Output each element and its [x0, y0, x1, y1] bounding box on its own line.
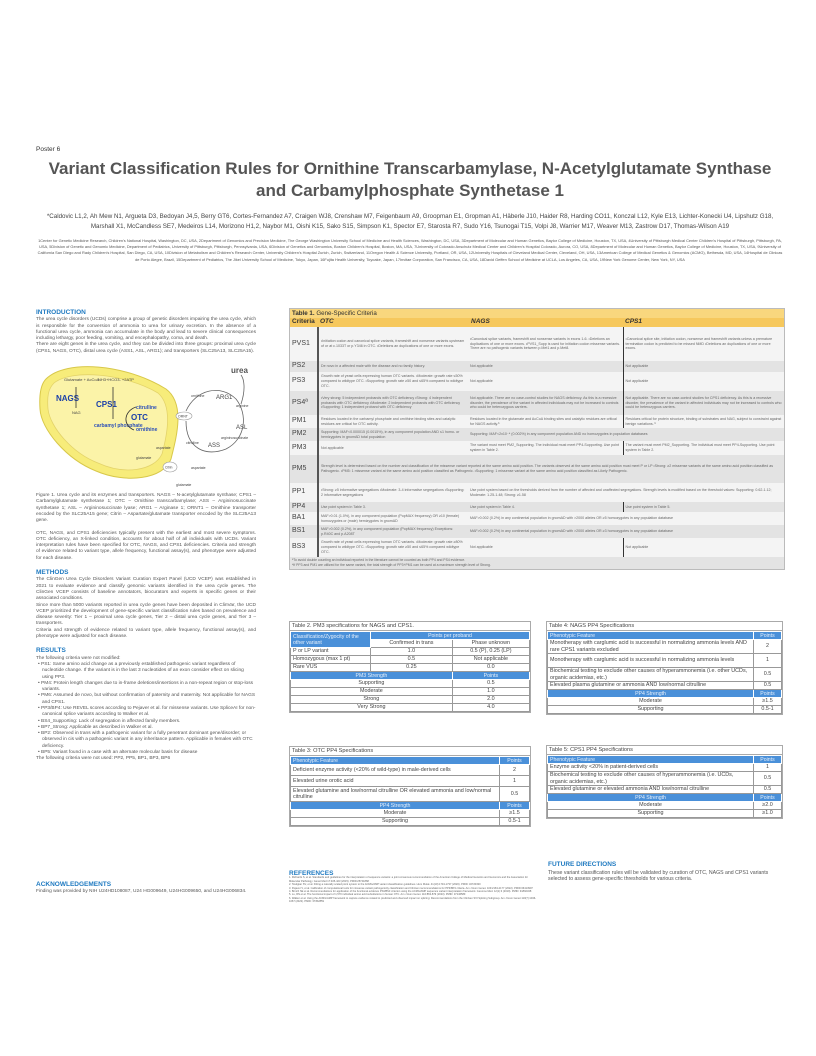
table-row: PM2 Supporting: MAF<0.000015 (0.0015%), in any component population AND ≤1 homo- or hemizygotes in gnomAD total population Supporting: MAF<2x10⁻⁴ (0.002%) in any component population AND no homozygotes in population databases	[290, 428, 784, 441]
methods-paragraph-3: Criteria and strength of evidence related to variant type, allele frequency, functional assay(s), and phenotype were adjusted for each disease.	[36, 627, 256, 640]
table-row: Monotherapy with carglumic acid is successful in normalizing ammonia levels 1	[548, 654, 782, 668]
col-pp4-strength: PP4 Strength	[548, 794, 754, 802]
col-confirmed-trans: Confirmed in trans	[371, 640, 453, 648]
table-3-title: Table 3: OTC PP4 Specifications	[290, 747, 530, 756]
table-row: PM1 Residues located in the carbamyl phosphate and ornithine binding sites and catalytic residues are critical for OTC activity. Residues located in the glutamate and AcCoA binding sites and catalytic residues are critical for NAGS activity.ᵇ Residues critical for protein structure, binding of substrates and NAG, subject to constraint against benign variations. ᵇ	[290, 415, 784, 428]
table-row: Strong 2.0	[291, 696, 530, 704]
table-1	[289, 308, 785, 570]
table-row: PP4 Use point system in Table 3. Use point system in Table 4. Use point system in Table 5.	[290, 502, 784, 512]
table-row: PP1 •Strong: ≥5 informative segregations •Moderate: 3-4 informative segregations •Supporting: 2 informative segregations Use point system based on the thresholds derived from the number of affected and unaffected segregations. Strength levels is modified based on the threshold values: Supporting: 0.62-1.12; Moderate: 1.25-1.48; Strong: ≥1.58	[290, 483, 784, 502]
label-otc: OTC	[131, 413, 148, 423]
results-item: • PS1: Same amino acid change as a previously established pathogenic variant regardless of nucleotide change. If the variant is in the last 3 nucleotides of an exon consider effect on slicing using PP3.	[38, 661, 244, 680]
col-phenotypic-feature: Phenotypic Feature	[548, 756, 754, 764]
results-heading: RESULTS	[36, 647, 66, 655]
reference-item: 6. Walker et al. Using the ACMG/AMP framework to capture evidence related to predicted and observed impact on splicing: Recommendations from the ClinGen SVI Splicing Subgroup. Am J Hum Genet 110(7):1046-1067 (2023). PMID: 37352859	[289, 896, 537, 904]
table-3	[289, 746, 531, 827]
table-5-title: Table 5: CPS1 PP4 Specifications	[547, 746, 782, 755]
reference-item: 4. Brnich SE et al. Recommendations for application of the functional evidence PS3/BS3 criterion using the ACMG/AMP sequence variant interpretation framework. Genome Med. 12(1):3 (2019). PMID: 31892348	[289, 890, 532, 894]
table-row: BA1 MAF>0.01 (1.0%), in any component population (PopMAX frequency) OR ≥10 (female) homozygotes or (male) hemizygotes in gnomAD MAF>0.002 (0.2%) in any continental population in gnomAD with >2000 alleles OR ≥5 homozygotes in any population database	[290, 512, 784, 525]
results-item: • BP2: Observed in trans with a pathogenic variant for a fully penetrant dominant gene/disorder; or observed in cis with a pathogenic variant in any inheritance pattern. Applicable in females with OTC deficiency.	[38, 731, 253, 749]
methods-paragraph-2: Since more than 5000 variants reported in urea cycle genes have been deposited in ClinVar, the UCD VCEP prioritized the development of gene-specific variant classification rules based on prevalence and disease severity: Tier 1 – proximal urea cycle genes, Tier 2 – distal urea cycle genes, and Tier 3 –transporters.	[36, 602, 256, 627]
table-row: P or LP variant 1.0 0.5 (P), 0.25 (LP)	[291, 648, 530, 656]
table-footnotes: ªTo avoid double counting an individual reported in the literature cannot be counted as both PP4 and PS4 evidence. ᵇIf PP3 and PM1 are utilized for the same variant, the total strength of PP3+PM1 can be used at a maximum strength level of Strong.	[290, 557, 784, 569]
intro-heading: INTRODUCTION	[36, 309, 86, 316]
label-aspartate-inner: aspartate	[156, 446, 171, 451]
references-heading: REFERENCES	[289, 870, 334, 877]
table-row: Enzyme activity <20% in patient-derived cells 1	[548, 764, 782, 772]
label-glutamate-accoa: Glutamate + AcCoA	[64, 377, 100, 383]
col-points: Points	[754, 690, 782, 698]
table-2	[289, 621, 531, 713]
label-cps1: CPS1	[96, 400, 117, 410]
table-row: Homozygous (max 1 pt) 0.5 Not applicable	[291, 656, 530, 664]
table-row: PVS1 •Initiation codon and canonical splice variants, frameshift and nonsense variants upstream of or at c.1033T or p.Y346 in OTC. •Deletions an duplications of one or more exons. •Canonical splice variants, frameshift and nonsense variants in exons 1-6. •Deletions an duplications of one or more exons. •PVS1_Supp is used for initiation codon missense variants. There are no pathogenic variants between p.Met1 and p.Met8. •Canonical splice site, initiation codon, nonsense and frameshift variants unless a premature termination codon is predicted to be missed NMD •Deletions an duplications of one or more exons.	[290, 327, 784, 361]
poster-label: Poster 6	[36, 146, 61, 153]
intro-paragraph-1: The urea cycle disorders (UCDs) comprise a group of genetic disorders impairing the urea cycle, which is responsible for the conversion of ammonia to urea for urinary excretion. In the absence of a functional urea cycle, ammonia can accumulate in the body and lead to severe clinical consequences including lethargy, poor feeding, vomiting, and encephalopathy, coma, and death.	[36, 317, 256, 342]
table-row: PM5 Strength level is determined based on the number and classification of the missense variant reported at the same amino acid position. The variants observed at the same amino acid position must meet P or LP •Strong: ≥2 missense variants at the same amino acid position classified as Pathogenic. •PM5: 1 missense variant at the same amino acid position classified as Pathogenic. •Supporting: 1 missense variant at the same amino acid position classified as Likely Pathogenic.	[290, 455, 784, 483]
table-row: Elevated plasma glutamine or ammonia AND low/normal citrulline 0.5	[548, 682, 782, 690]
table-4-title: Table 4: NAGS PP4 Specifications	[547, 622, 782, 631]
label-urea: urea	[231, 366, 248, 376]
table-row: Moderate ≥1.5	[291, 810, 530, 818]
reference-item: 5. Lu, RN et al. The functional impact of 1,570 individual amino acid substitutions in human OTC. Am J Hum Genet. 110:863-879 (2023). PMID: 37146589	[289, 893, 466, 897]
table-row: Biochemical testing to exclude other causes of hyperammonemia (i.e. UCDs, organic acidemias, etc.) 0.5	[548, 772, 782, 786]
urea-cycle-diagram	[36, 359, 256, 489]
table-row: Rare VUS 0.25 0.0	[291, 664, 530, 672]
intro-paragraph-3: OTC, NAGS, and CPS1 deficiencies typically present with the earliest and most severe symptoms. OTC deficiency, an X-linked condition, accounts for about half of all individuals with UCDs. Variant interpretation rules have been specified for OTC, NAGS, and CPS1 deficiencies. Criteria and strength of evidence related to variant type, allele frequency, functional assay(s), and phenotype were adjusted for each disease.	[36, 530, 256, 561]
results-not-used: The following criteria were not used: PP2, PP5, BP1, BP3, BP6	[36, 756, 171, 762]
future-text: These variant classification rules will be validated by curation of OTC, NAGS and CPS1 variants selected to assess gene-specific thresholds for various criteria.	[548, 869, 769, 883]
table-row: Supporting 0.5-1	[548, 706, 782, 714]
results-item: • PM6: Assumed de novo, but without confirmation of paternity and maternity. Not applicable for NAGS and CPS1.	[38, 693, 256, 705]
results-item: • PM4: Protein length changes due to in-frame deletions/insertions in a non-repeat region or stop-loss variants.	[38, 680, 253, 693]
col-points: Points	[500, 802, 530, 810]
reference-item: 2. Tavtigian SV, et al. Fitting a naturally scaled point system to the ACMG/AMP variant classification guidelines. Hum Mutat. 41(10):1734-1737 (2020). PMID: 32720330	[289, 883, 481, 887]
table-row: Deficient enzyme activity (<20% of wild-type) in male-derived cells 2	[291, 765, 530, 776]
col-pm3-strength: PM3 Strength	[291, 672, 453, 680]
col-pp4-strength: PP4 Strength	[548, 690, 754, 698]
results-item: • BS4_Supporting: Lack of segregation in affected family members.	[38, 718, 181, 724]
col-points: Points	[452, 672, 529, 680]
label-nag: NAG	[72, 410, 81, 416]
col-points: Points	[754, 632, 782, 640]
col-points: Points	[754, 756, 782, 764]
methods-heading: METHODS	[36, 569, 69, 577]
label-citrulline-inner: citrulline	[136, 405, 157, 412]
results-item: • BP7_Strong: Applicable as described in Walker et al.	[38, 724, 153, 730]
col-points: Points	[754, 794, 782, 802]
table-row: Moderate ≥2.0	[548, 802, 782, 810]
label-citrulline-outer: citrulline	[186, 441, 199, 446]
reference-item: 3. Pejaver V, et al. Calibration of computational tools for missense variant pathogenicity classification and ClinGen recommendations for PP3/BP4 criteria. Am J Hum Genet. 109:2163-2177 (2022). PMID:36413997	[289, 886, 533, 890]
label-glutamate-inner: glutamate	[136, 456, 152, 461]
table-row: BS1 MAF>0.002 (0.2%), in any component population (PopMAX frequency) Exceptions: p.R40C and p.A208T MAF>0.002 (0.2%) in any continental population in gnomAD with >2000 alleles OR ≥3 homozygotes in any population database	[290, 525, 784, 538]
col-nags: NAGS	[468, 318, 623, 327]
affiliations: 1Center for Genetic Medicine Research, Children's National Hospital, Washington, DC, USA, 2Department of Genomics and Precision Medicine, The George Washington University School of Medicine and Health Sciences, Washington, DC, USA, 3Department of Molecular and Human Genetics, Baylor College of Medicine, Houston, TX, USA, 4University of Pittsburgh Medical Center Children's Hospital of Pittsburgh, Pittsburgh, PA, USA, 5Division of Genetic and Genomic Medicine, Department of Pediatrics, University of Pittsburgh, Pittsburgh, Pennsylvania, USA, 6Division of Genetics and Genomics, Boston Children's Hospital, Boston, MA, USA, 7University of Colorado Anschutz Medical Center and Children's Hospital Colorado, Aurora, CO, USA, 8Department of Molecular and Human Genetics, Baylor College of Medicine, Houston, TX, USA, 9University of California San Diego and Rady Children's Hospital, San Diego, CA, USA, 10Division of Metabolism and Children's Research Center, University Children's Hospital Zurich, Zurich, Switzerland, 11Oregon Health & Science University, Portland, OR, USA, 12University Hospitals of Cleveland Medical Center, Cleveland, OH, USA, 13American College of Medical Genetics & Genomics (ACMG), Bethesda, MD, USA, 14Hospital de Clinicas de Porto Alegre, Brazil, 15Department of Pediatrics, The Jikei University School of Medicine, Tokyo, Japan, 16Fujita Health University, Toyoake, Japan, 17Invitae Corporation, San Francisco, CA, USA, 18David Geffen School of Medicine at UCLA, Los Angeles, CA, USA, 19New York Genome Center, New York, NY, USA	[37, 238, 783, 262]
table-row: PM3 Not applicable The variant must meet PM2_Supporting. The individual must meet PP4-Supporting. Use point system in Table 2. The variant must meet PM2_Supporting. The individual must meet PP4-Supporting. Use point system in Table 2.	[290, 441, 784, 455]
results-intro: The following criteria were not modified:	[36, 655, 121, 661]
ack-text: Finding was provided by NIH U24HD108087, U24 HG009649, U24HG009650, and U24HG006834.	[36, 889, 247, 894]
table-row: Biochemical testing to exclude other causes of hyperammonemia (i.e. other UCDs, organic acidemias, etc.) 0.5	[548, 668, 782, 682]
poster-title: Variant Classification Rules for Ornithine Transcarbamylase, N-Acetylglutamate Synthase and Carbamylphosphate Synthetase 1	[48, 159, 772, 200]
col-cps1: CPS1	[623, 318, 784, 327]
label-arginine: arginine	[236, 404, 249, 409]
label-ass: ASS	[208, 443, 221, 450]
table-row: Elevated urine orotic acid 1	[291, 776, 530, 787]
col-phase-unknown: Phase unknown	[452, 640, 529, 648]
label-nags: NAGS	[56, 394, 80, 404]
table-row: PS3 Growth rate of yeast cells expressing human OTC variants. •Moderate: growth rate ≤50% compared to wildtype OTC. •Supporting: growth rate ≥50 and ≤65% compared to wildtype OTC. Not applicable Not applicable	[290, 372, 784, 391]
reference-item: 1. Richards S, et al. Standards and guidelines for the interpretation of sequence variants: a joint consensus recommendation of the American College of Medical Genetics and Genomics and the Association for Molecular Pathology. Genet Med 17:405-423 (2015). PMID:25741868	[289, 876, 528, 883]
results-list	[36, 662, 256, 756]
col-pp4-strength: PP4 Strength	[291, 802, 500, 810]
label-argininosuccinate: argininosuccinate	[221, 436, 249, 441]
table-4	[546, 621, 783, 715]
ack-heading: ACKNOWLEDGEMENTS	[36, 881, 112, 888]
future-heading: FUTURE DIRECTIONS	[548, 861, 617, 868]
table-row: Moderate 1.0	[291, 688, 530, 696]
table-row: PS2 De novo in a affected male with the disease and no family history. Not applicable Not applicable	[290, 361, 784, 372]
table-2-title: Table 2. PM3 specifications for NAGS and CPS1.	[290, 622, 530, 631]
table-row: Supporting ≥1.0	[548, 810, 782, 818]
col-classification: Classification/Zygocity of the other variant	[291, 632, 371, 648]
results-item: • BP5: Variant found in a case with an alternate molecular basis for disease	[38, 750, 198, 756]
label-citrin: Citrin	[165, 465, 173, 470]
col-criteria: Criteria	[290, 318, 318, 327]
label-ornt1: ORNT	[178, 414, 188, 419]
table-5	[546, 745, 783, 819]
future-directions	[548, 862, 788, 883]
label-ornithine-inner: ornithine	[136, 427, 158, 434]
references	[289, 872, 539, 904]
acknowledgements	[36, 882, 276, 895]
col-otc: OTC	[318, 318, 468, 327]
table-row: Moderate ≥1.5	[548, 698, 782, 706]
label-carbamyl-phosphate: carbamyl phosphate	[94, 423, 143, 430]
table-row: PS4ª •Very strong: 5 independent probands with OTC deficiency •Strong: 4 independent probands with OTC deficiency •Moderate: 2 independent probands with OTC deficiency •Supporting: 1 independent proband with OTC deficiency Not applicable. There are no case-control studies for NAGS deficiency. As this is a recessive disorder, the prevalence of the variant in affected individuals may not be increased to controls who could be heterozygous carriers. Not applicable. There are no case-control studies for CPS1 deficiency. As this is a recessive disorder, the prevalence of the variant in affected individuals may not be increased to controls who could be heterozygous carriers.	[290, 391, 784, 415]
col-points: Points	[500, 757, 530, 765]
table-row: Monotherapy with carglumic acid is successful in normalizing ammonia levels AND rare CPS1 variants excluded 2	[548, 640, 782, 654]
table-row: Supporting 0.5-1	[291, 818, 530, 826]
methods-paragraph-1: The ClinGen Urea Cycle Disorders Variant Curation Expert Panel (UCD VCEP) was established in 2021 to evaluate evidence and classify genomic variants identified in the urea cycle genes. The ClinGen VCEP consists of baseline annotators, biocurators and experts in specific genes or their associated conditions.	[36, 577, 256, 602]
table-row: Supporting 0.5	[291, 680, 530, 688]
author-list: *Caldovic L1,2, Ah Mew N1, Argueta D3, Bedoyan J4,5, Berry GT6, Cortes-Fernandez A7, Craigen WJ8, Crenshaw M7, Feigenbaum A9, Groopman E1, Gropman A1, Häberle J10, Haider R8, Harding CO11, Konczal L12, Kyle E13, Lichter-Konecki U4, Lipshutz G18, Marshall X1, McCandless SE7, Medeiros L14, Morizono H1,2, Naybor M1, Oishi K15, Sako S15, Simpson K1, Spector E7, Starosta R7, Sudo Y16, Tsunogai T15, Volpi J8, Warrier M17, Weaver M13, Zastrow D17, Thomas-Wilson A19	[46, 213, 774, 230]
table-row: Elevated glutamine or elevated ammonia AND low/normal citrulline 0.5	[548, 786, 782, 794]
label-asl: ASL	[236, 425, 248, 432]
results-item: • PP3/BP4: Use REVEL scores according to Pejaver et al. for missense variants. Use SpliceAI for non-canonical splice variants according to Walker et al.	[38, 705, 256, 718]
table-row: Elevated glutamine and low/normal citrulline OR elevated ammonia and low/normal citrulline 0.5	[291, 787, 530, 802]
label-glutamate-outer: glutamate	[176, 483, 192, 488]
left-column	[36, 310, 256, 763]
table-row: BS3 Growth rate of yeast cells expressing human OTC variants. •Moderate: growth rate ≥80% compared to wildtype OTC. •Supporting: growth rate ≥50 and ≤65% compared wildtype OTC. Not applicable Not applicable	[290, 538, 784, 557]
col-points-per-proband: Points per proband	[371, 632, 530, 640]
figure-caption: Figure 1. Urea cycle and its enzymes and transporters. NAGS – N-acetylglutamate synthase; CPS1 – Carbamylglutamate synthetase 1; OTC – Ornithine transcarbamylase; ASS – Argininosuccinate synthetase 1; ASL – Argininosuccinate lyase; ARG1 – Arginase 1; ORNT1 – Ornithine transporter encoded by the SLC25A15 gene; Citrin – Aspartate/glutamate transporter encoded by the SLC25A13 gene.	[36, 493, 256, 524]
urea-arrow	[241, 375, 244, 404]
intro-paragraph-2: There are eight genes in the urea cycle, and they can be divided into three groups: proximal urea cycle (CPS1, NAGS, OTC), distal urea cycle (ASS1, ASL, ARG1); and transporters (SLC25A13, SLC25A15).	[36, 342, 256, 354]
table-1-title: Table 1. Gene-Specific Criteria	[290, 309, 784, 318]
urea-cycle-figure	[36, 359, 256, 489]
table-row: Very Strong 4.0	[291, 704, 530, 712]
label-nh3: NH3+HCO3- +2ATP	[98, 377, 134, 383]
col-phenotypic-feature: Phenotypic Feature	[548, 632, 754, 640]
label-ornithine-outer: ornithine	[191, 394, 205, 399]
col-phenotypic-feature: Phenotypic Feature	[291, 757, 500, 765]
label-arg1: ARG1	[216, 395, 233, 402]
label-aspartate-outer: aspartate	[191, 466, 206, 471]
